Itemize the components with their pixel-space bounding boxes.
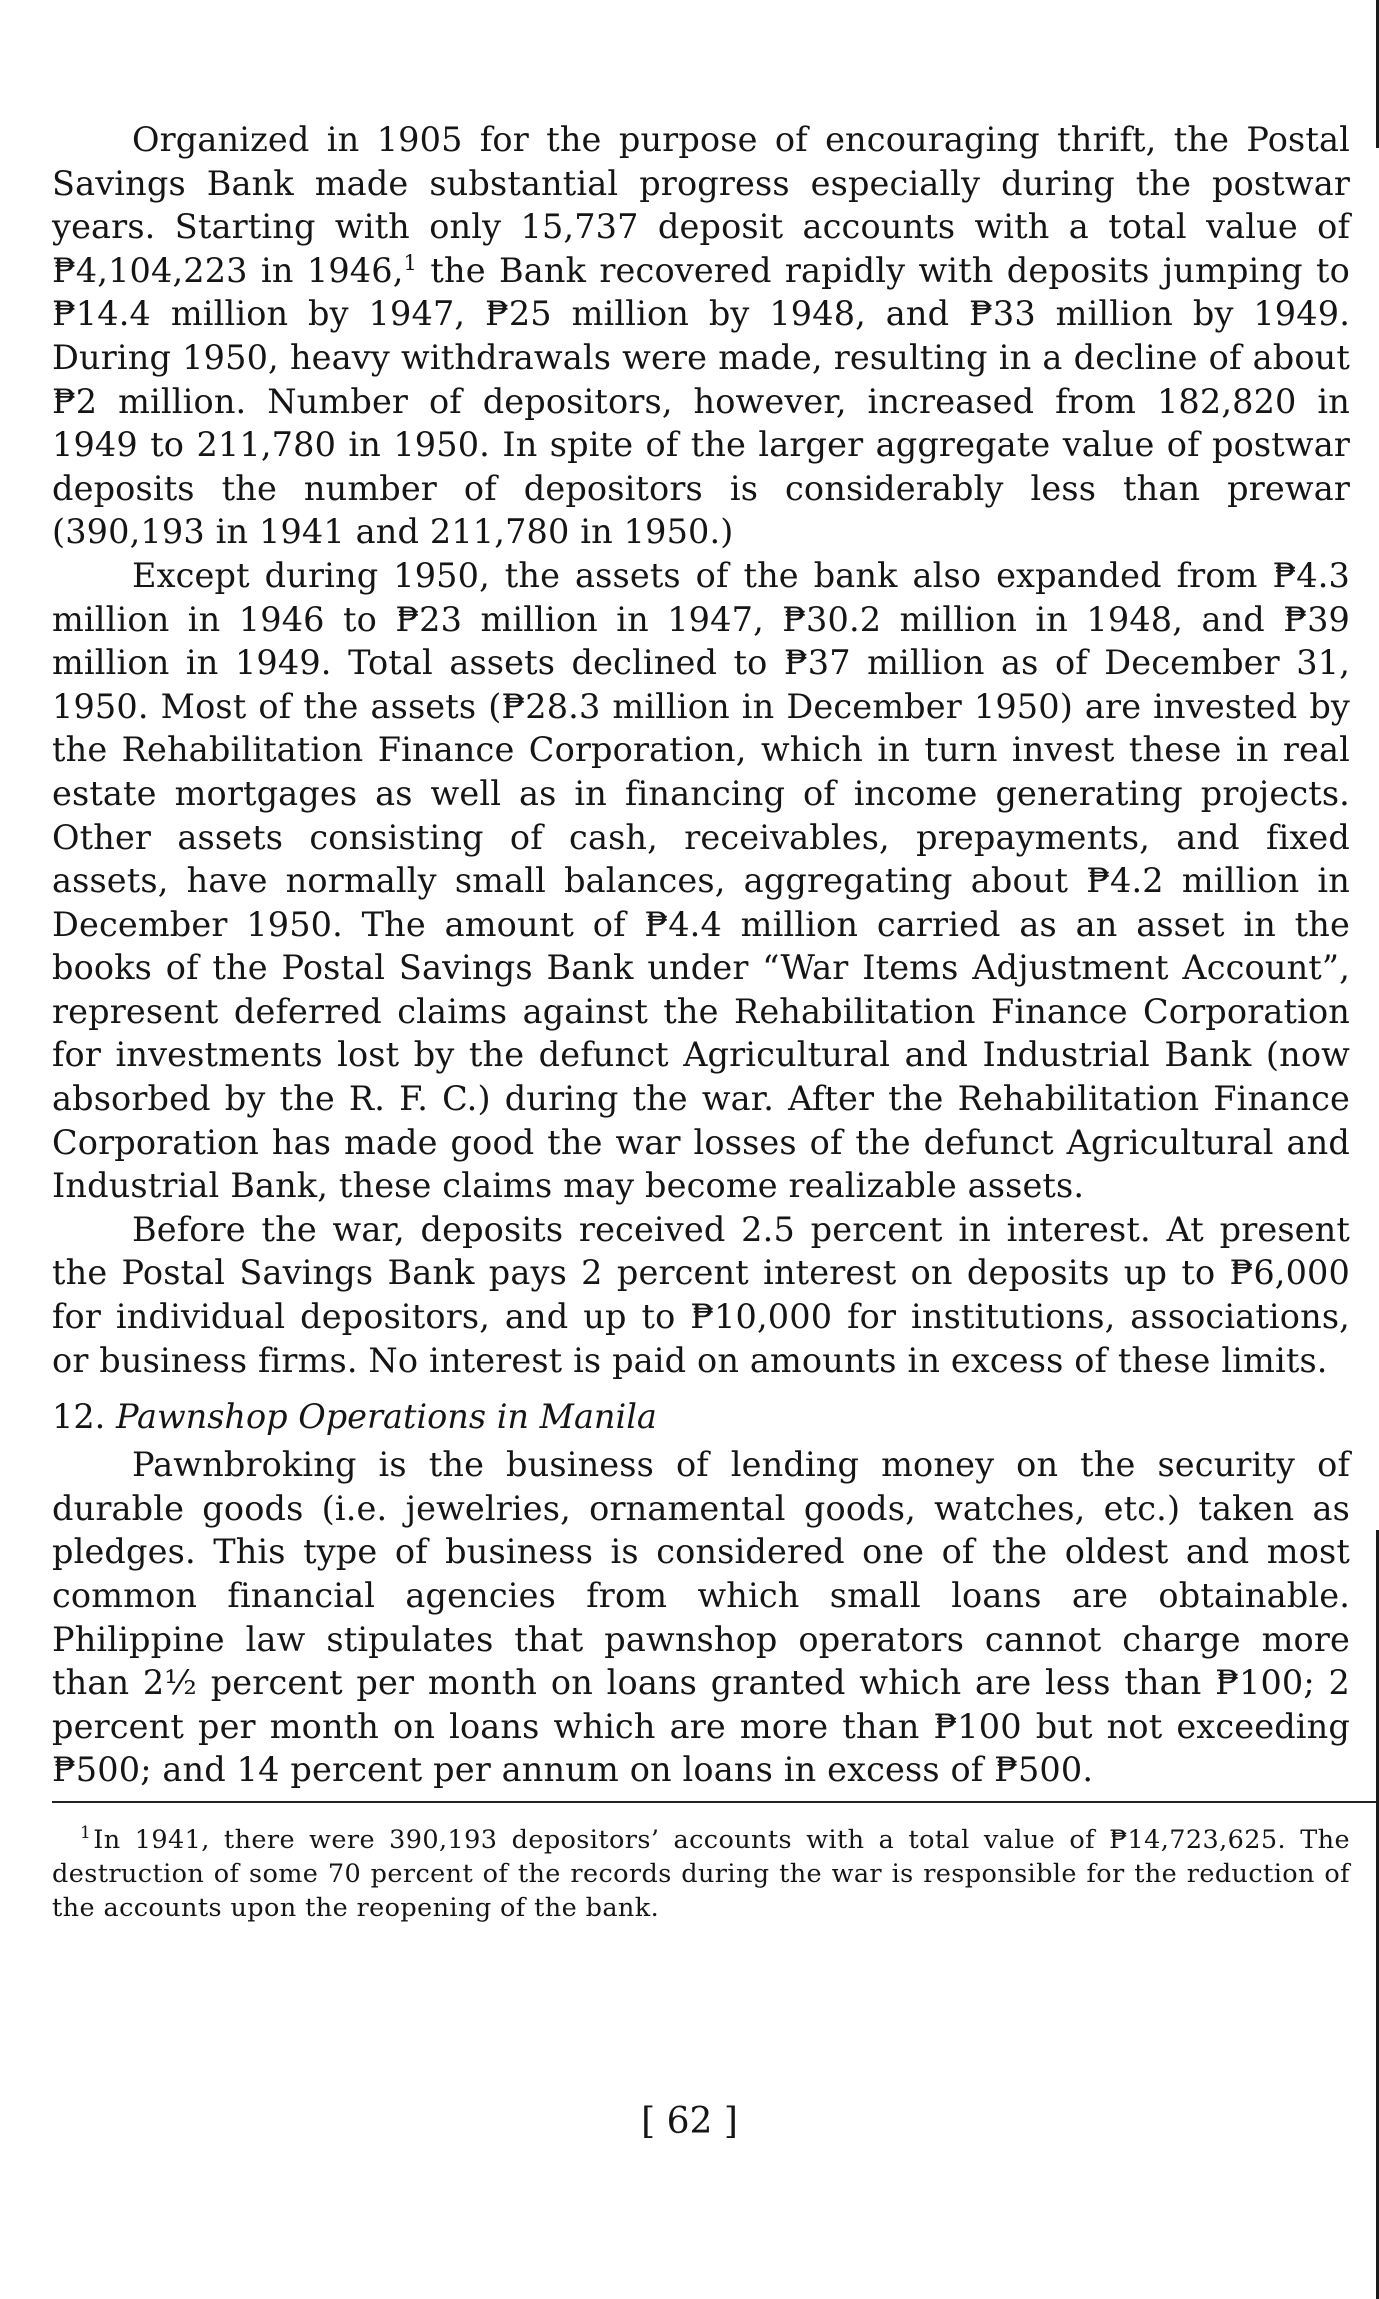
paragraph-interest-rates: Before the war, deposits received 2.5 percent in interest. At present the Postal Savings Bank pays 2 percent interest on deposits up to ₱6,000 for individual depositors, and up to ₱10,000 for institutions, associations, or business firms. No interest is paid on amounts in excess of these limits. [52, 1209, 1350, 1380]
paragraph-text: Organized in 1905 for the purpose of encouraging thrift, the Postal Savings Bank made substantial progress especially during the postwar years. Starting with only 15,737 deposit accounts with a total value of ₱4,104,223 in 1946, [52, 120, 1350, 290]
section-heading [52, 1395, 1350, 1438]
page-number: [ 62 ] [641, 2101, 738, 2142]
section-title: Pawnshop Operations in Manila [115, 1397, 657, 1437]
footnote-reference: 1 [403, 250, 418, 275]
footnote-text: In 1941, there were 390,193 depositors’ accounts with a total value of ₱14,723,625. The destruction of some 70 percent of the records during the war is responsible for the reduction of the accounts upon the reopening of the bank. [52, 1824, 1350, 1923]
footnote [52, 1823, 1350, 1925]
paragraph-pawnbroking: Pawnbroking is the business of lending money on the security of durable goods (i.e. jewelries, ornamental goods, watches, etc.) taken as pledges. This type of business is considered one of the oldest and most common financial agencies from which small loans are obtainable. Philippine law stipulates that pawnshop operators cannot charge more than 2½ percent per month on loans granted which are less than ₱100; 2 percent per month on loans which are more than ₱100 but not exceeding ₱500; and 14 percent per annum on loans in excess of ₱500. [52, 1445, 1350, 1790]
section-number: 12. [52, 1397, 106, 1437]
paragraph-text: the Bank recovered rapidly with deposits jumping to ₱14.4 million by 1947, ₱25 million by 1948, and ₱33 million by 1949. During 1950, heavy withdrawals were made, resulting in a decline of about ₱2 million. Number of depositors, however, increased from 182,820 in 1949 to 211,780 in 1950. In spite of the larger aggregate value of postwar deposits the number of depositors is considerably less than prewar (390,193 in 1941 and 211,780 in 1950.) [52, 250, 1350, 552]
footnote-divider [52, 1801, 1379, 1803]
paragraph-postal-savings-history [52, 118, 1350, 554]
paragraph-bank-assets: Except during 1950, the assets of the bank also expanded from ₱4.3 million in 1946 to ₱23 million in 1947, ₱30.2 million in 1948, and ₱39 million in 1949. Total assets declined to ₱37 million as of December 31, 1950. Most of the assets (₱28.3 million in December 1950) are invested by the Rehabilitation Finance Corporation, which in turn invest these in real estate mortgages as well as in financing of income generating projects. Other assets consisting of cash, receivables, prepayments, and fixed assets, have normally small balances, aggregating about ₱4.2 million in December 1950. The amount of ₱4.4 million carried as an asset in the books of the Postal Savings Bank under “War Items Adjustment Account”, represent deferred claims against the Rehabilitation Finance Corporation for investments lost by the defunct Agricultural and Industrial Bank (now absorbed by the R. F. C.) during the war. After the Rehabilitation Finance Corporation has made good the war losses of the defunct Agricultural and Industrial Bank, these claims may become realizable assets. [52, 555, 1350, 1206]
page-body [52, 118, 1350, 1925]
footnote-mark: 1 [80, 1823, 92, 1844]
